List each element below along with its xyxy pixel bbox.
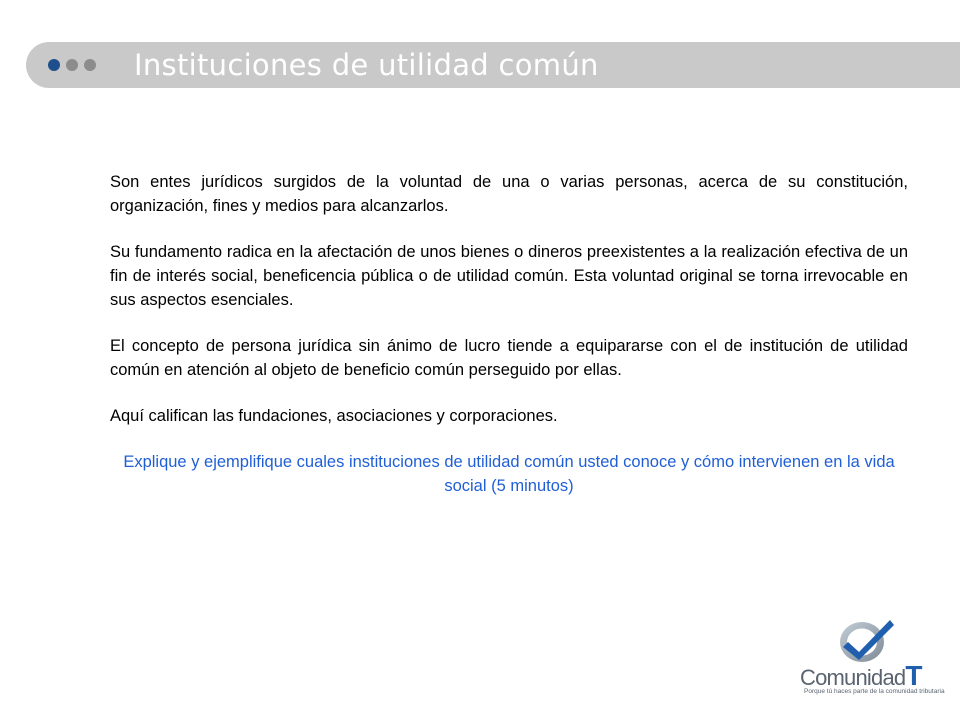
slide-title: Instituciones de utilidad común bbox=[134, 48, 599, 82]
logo-tagline: Porque tú haces parte de la comunidad tributaria bbox=[804, 688, 945, 695]
logo-name-accent: T bbox=[905, 660, 922, 691]
slide-body bbox=[110, 170, 908, 520]
dot-active-icon bbox=[48, 59, 60, 71]
dot-icon bbox=[66, 59, 78, 71]
paragraph-concept: El concepto de persona jurídica sin ánimo de lucro tiende a equipararse con el de institución de utilidad común en atención al objeto de beneficio común perseguido por ellas. bbox=[110, 337, 908, 379]
discussion-question: Explique y ejemplifique cuales instituciones de utilidad común usted conoce y cómo intervienen en la vida social (5 minutos) bbox=[123, 453, 895, 495]
logo-name-main: Comunidad bbox=[800, 665, 906, 690]
paragraph-definition: Son entes jurídicos surgidos de la voluntad de una o varias personas, acerca de su constitución, organización, fines y medios para alcanzarlos. bbox=[110, 173, 908, 215]
paragraph-examples: Aquí califican las fundaciones, asociaciones y corporaciones. bbox=[110, 407, 558, 425]
paragraph-foundation: Su fundamento radica en la afectación de unos bienes o dineros preexistentes a la realización efectiva de un fin de interés social, beneficencia pública o de utilidad común. Esta voluntad original se torna irrevocable en sus aspectos esenciales. bbox=[110, 243, 908, 309]
slide-dots bbox=[48, 59, 96, 71]
comunidad-t-logo bbox=[800, 612, 945, 702]
dot-icon bbox=[84, 59, 96, 71]
